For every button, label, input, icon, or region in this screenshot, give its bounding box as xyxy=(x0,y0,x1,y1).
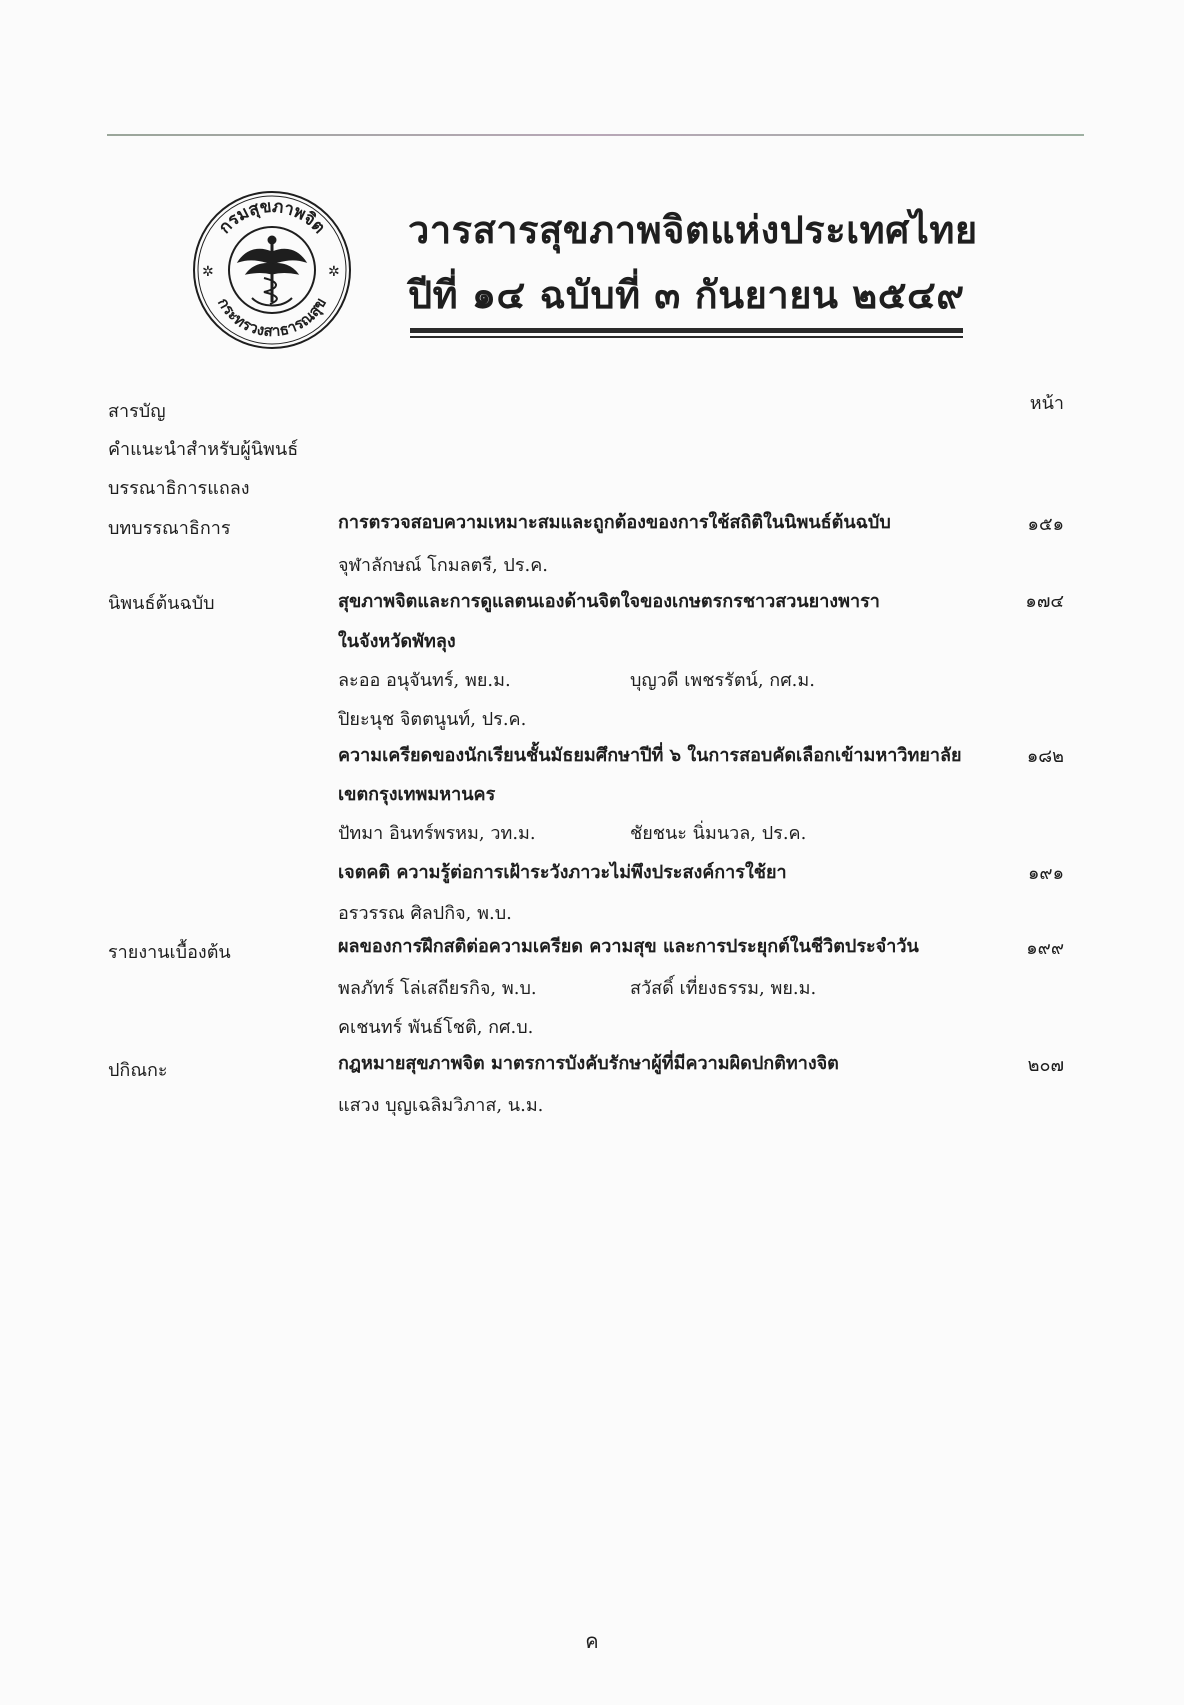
toc-heading: สารบัญ xyxy=(108,401,166,422)
article-author: อรวรรณ ศิลปกิจ, พ.บ. xyxy=(338,903,512,924)
article-page: ๒๐๗ xyxy=(1027,1055,1064,1076)
article-title[interactable]: ผลของการฝึกสติต่อความเครียด ความสุข และการประยุกต์ในชีวิตประจำวัน xyxy=(338,936,919,957)
article-author: ชัยชนะ นิ่มนวล, ปร.ค. xyxy=(630,823,807,844)
section-label: บทบรรณาธิการ xyxy=(108,518,231,539)
article-author: สวัสดิ์ เที่ยงธรรม, พย.ม. xyxy=(630,978,817,999)
title-underline-thin xyxy=(410,336,963,338)
article-title-continued[interactable]: เขตกรุงเทพมหานคร xyxy=(338,784,496,805)
article-author: แสวง บุญเฉลิมวิภาส, น.ม. xyxy=(338,1095,544,1116)
article-author: จุฬาลักษณ์ โกมลตรี, ปร.ค. xyxy=(338,555,549,576)
page-folio: ค xyxy=(585,1629,599,1653)
front-matter-item[interactable]: คำแนะนำสำหรับผู้นิพนธ์ xyxy=(108,439,299,460)
article-author: ละออ อนุจันทร์, พย.ม. xyxy=(338,670,511,691)
ministry-seal-icon xyxy=(192,190,352,350)
seal-text-bottom: กระทรวงสาธารณสุข xyxy=(214,294,330,341)
article-page: ๑๙๑ xyxy=(1027,863,1064,884)
seal-text-top: กรมสุขภาพจิต xyxy=(214,196,330,238)
svg-text:✲: ✲ xyxy=(328,264,340,280)
article-author: ปิยะนุช จิตตนูนท์, ปร.ค. xyxy=(338,709,527,730)
title-underline-thick xyxy=(410,328,963,333)
section-label: นิพนธ์ต้นฉบับ xyxy=(108,593,215,614)
article-author: ปัทมา อินทร์พรหม, วท.ม. xyxy=(338,823,536,844)
article-author: คเชนทร์ พันธ์โชติ, กศ.บ. xyxy=(338,1017,534,1038)
top-rule xyxy=(107,134,1084,136)
article-page: ๑๗๔ xyxy=(1025,591,1064,612)
article-author: บุญวดี เพชรรัตน์, กศ.ม. xyxy=(630,670,815,691)
journal-title: วารสารสุขภาพจิตแห่งประเทศไทย xyxy=(408,207,978,252)
article-title[interactable]: สุขภาพจิตและการดูแลตนเองด้านจิตใจของเกษตรกรชาวสวนยางพารา xyxy=(338,591,880,612)
article-page: ๑๕๑ xyxy=(1027,514,1064,535)
journal-issue: ปีที่ ๑๔ ฉบับที่ ๓ กันยายน ๒๕๔๙ xyxy=(408,272,965,317)
svg-text:✲: ✲ xyxy=(202,264,214,280)
article-title[interactable]: เจตคติ ความรู้ต่อการเฝ้าระวังภาวะไม่พึงประสงค์การใช้ยา xyxy=(338,862,787,883)
article-page: ๑๘๒ xyxy=(1026,746,1064,767)
article-title[interactable]: กฎหมายสุขภาพจิต มาตรการบังคับรักษาผู้ที่มีความผิดปกติทางจิต xyxy=(338,1053,839,1074)
article-author: พลภัทร์ โล่เสถียรกิจ, พ.บ. xyxy=(338,978,537,999)
page-column-heading: หน้า xyxy=(1029,393,1064,414)
article-title[interactable]: ความเครียดของนักเรียนชั้นมัธยมศึกษาปีที่ ๖ ในการสอบคัดเลือกเข้ามหาวิทยาลัย xyxy=(338,745,962,766)
article-title[interactable]: การตรวจสอบความเหมาะสมและถูกต้องของการใช้สถิติในนิพนธ์ต้นฉบับ xyxy=(338,512,891,533)
article-title-continued[interactable]: ในจังหวัดพัทลุง xyxy=(338,631,456,652)
front-matter-item[interactable]: บรรณาธิการแถลง xyxy=(108,478,250,499)
section-label: ปกิณกะ xyxy=(108,1060,168,1081)
section-label: รายงานเบื้องต้น xyxy=(108,942,231,963)
article-page: ๑๙๙ xyxy=(1026,938,1064,959)
